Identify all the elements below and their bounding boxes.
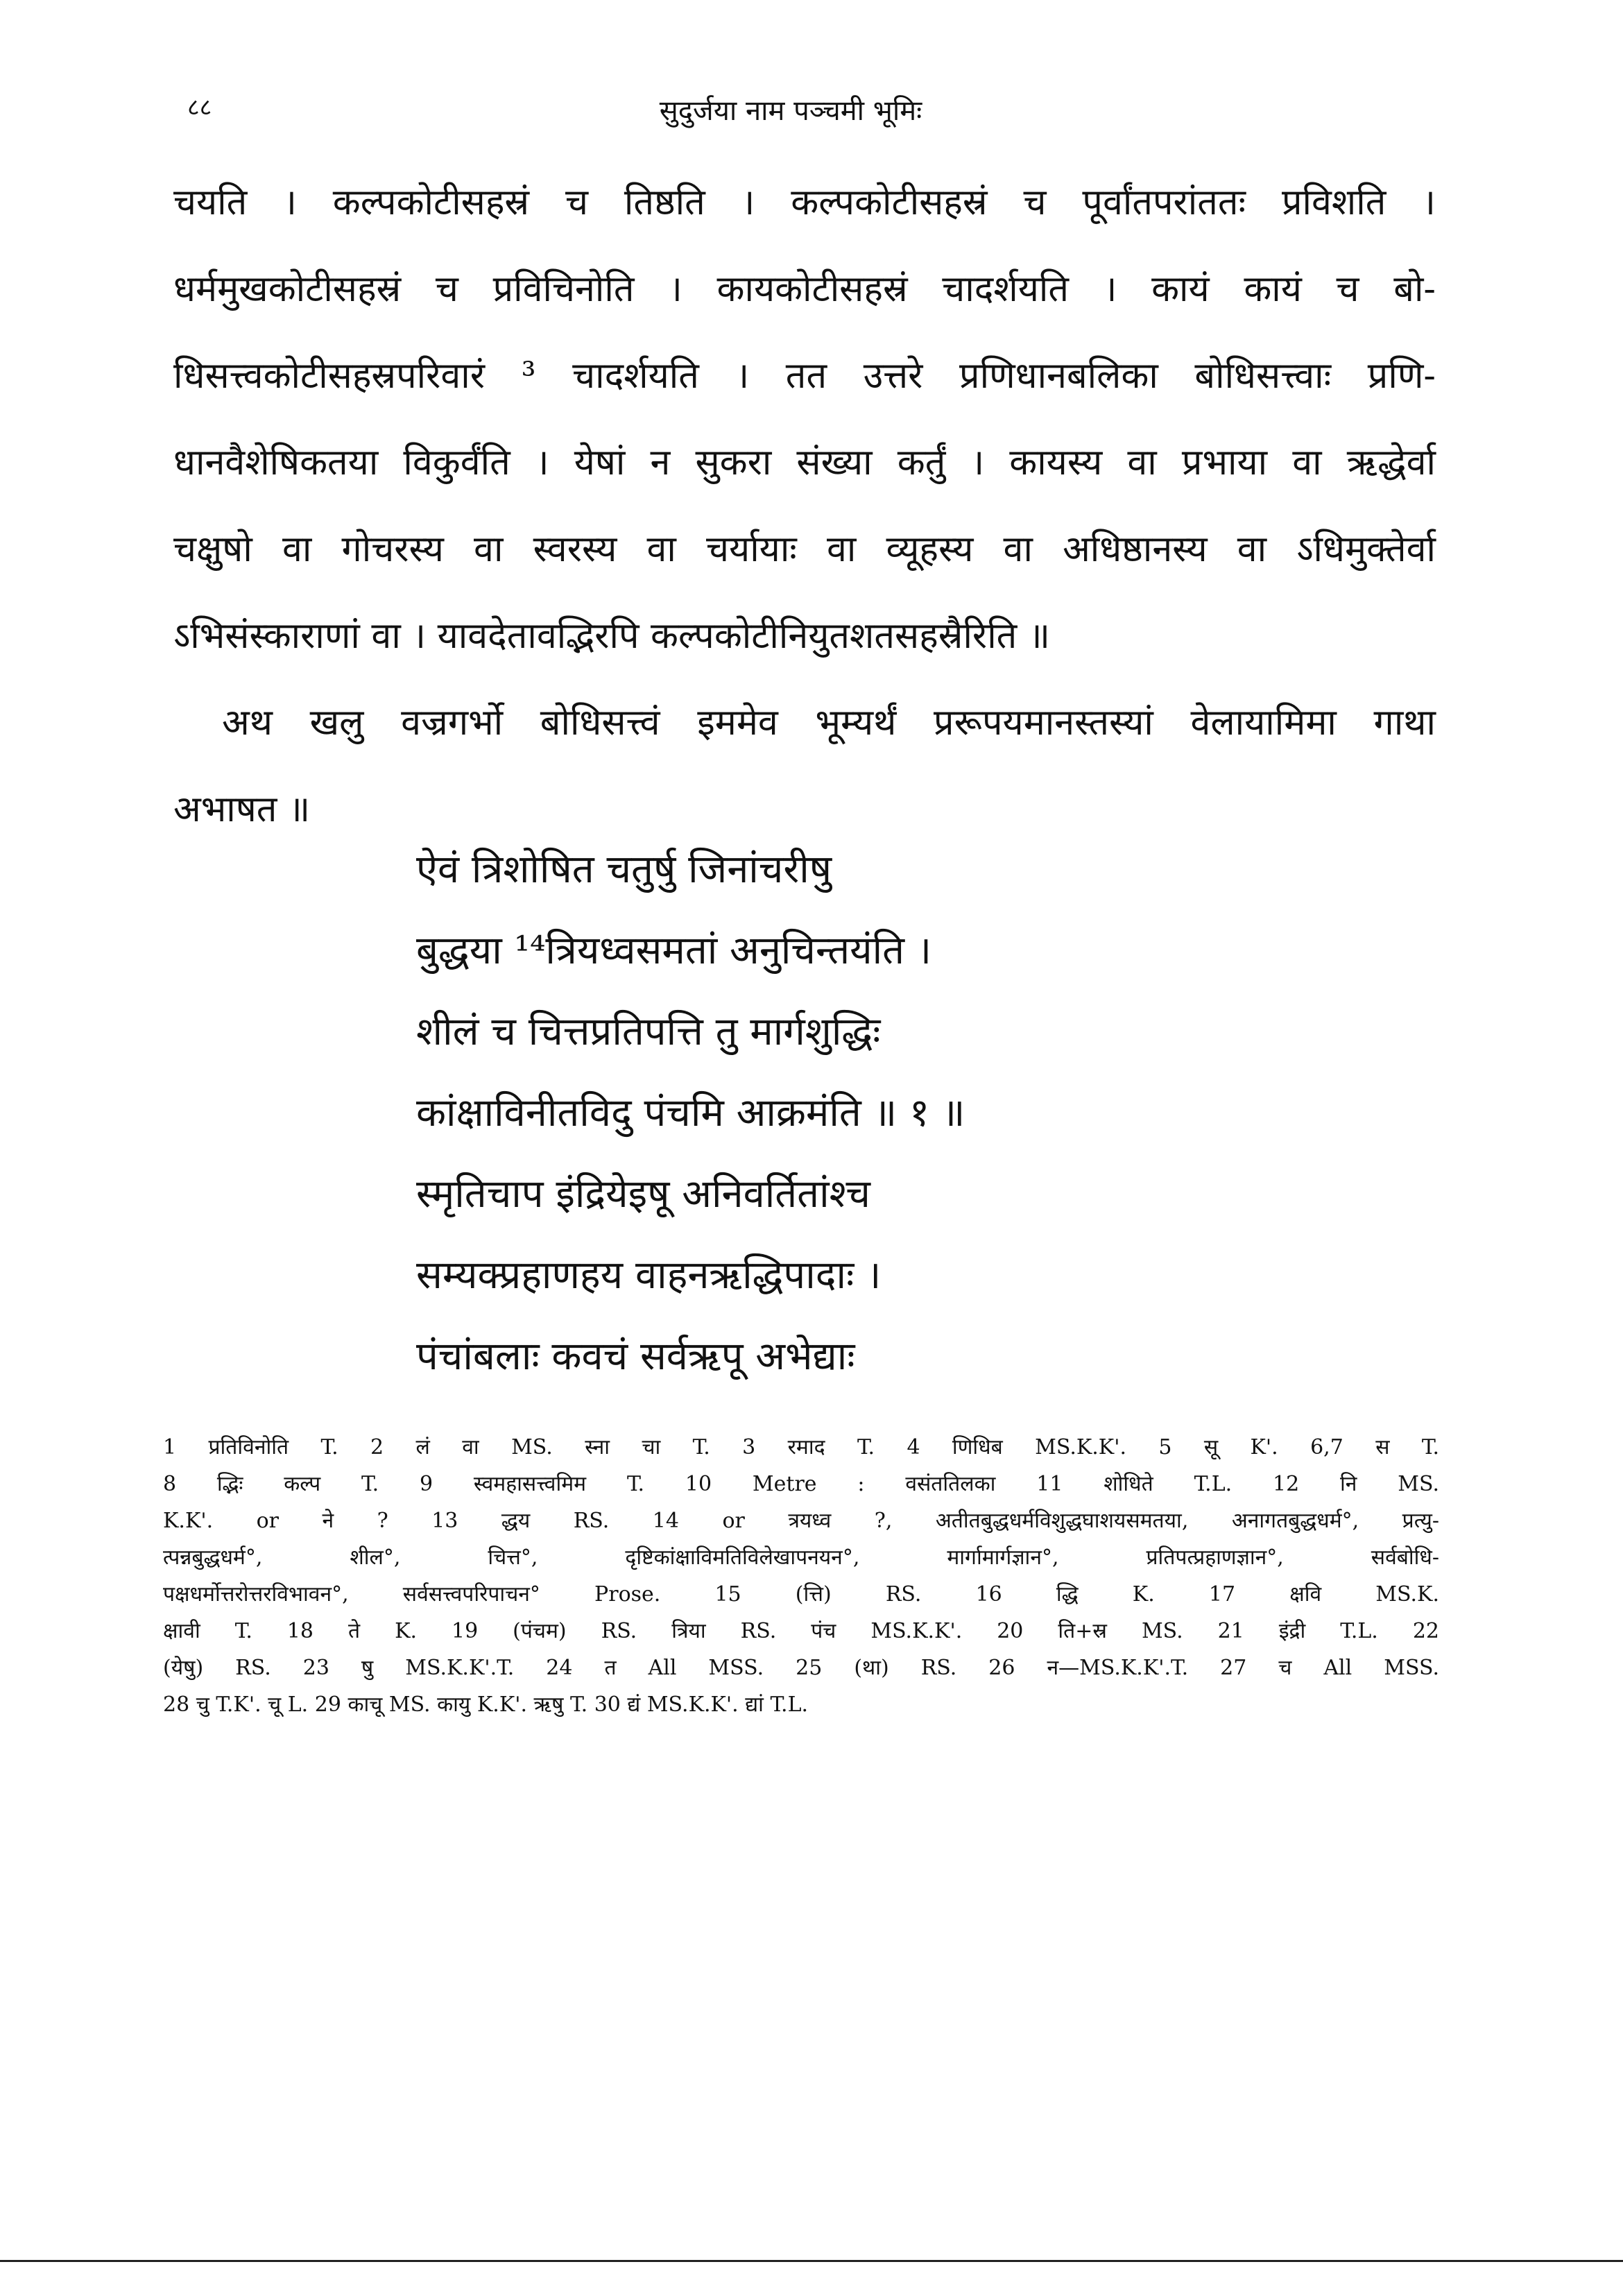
running-title: सुदुर्जया नाम पञ्चमी भूमिः [659, 95, 922, 127]
page-header [166, 90, 1415, 132]
verse-line: पंचांबलाः कवचं सर्वऋपू अभेद्याः [416, 1334, 855, 1379]
prose-line: धानवैशेषिकतया विकुर्वंति । येषां न सुकरा संख्या कर्तुं । कायस्य वा प्रभाया वा ऋद्धेर्वा [173, 442, 1436, 483]
prose-line: ऽभिसंस्काराणां वा । यावदेतावद्भिरपि कल्पकोटीनियुतशतसहस्रैरिति ॥ [173, 615, 1050, 657]
footnote-line: 8 द्भिः कल्प T. 9 स्वमहासत्त्वमिम T. 10 Metre : वसंततिलका 11 शोधिते T.L. 12 नि MS. [163, 1472, 1439, 1496]
prose-line: धिसत्त्वकोटीसहस्रपरिवारं ³ चादर्शयति । तत उत्तरे प्रणिधानबलिका बोधिसत्त्वाः प्रणि- [173, 355, 1436, 397]
footnote-line: 28 चु T.K'. चू L. 29 काचू MS. कायु K.K'. ऋषु T. 30 द्यं MS.K.K'. द्यां T.L. [163, 1693, 809, 1717]
footnote-line: K.K'. or ने ? 13 द्धय RS. 14 or त्रयध्व ?, अतीतबुद्धधर्मविशुद्धघाशयसमतया, अनागतबुद्धधर्म°, प्रत्यु- [163, 1509, 1439, 1533]
verse-line: शीलं च चित्तप्रतिपत्ति तु मार्गशुद्धिः [416, 1009, 881, 1054]
page-number: ८८ [187, 94, 212, 121]
footnote-line: (येषु) RS. 23 षु MS.K.K'.T. 24 त All MSS. 25 (था) RS. 26 न—MS.K.K'.T. 27 च All MSS. [163, 1656, 1439, 1680]
prose-block [173, 160, 1436, 853]
prose-line: अथ खलु वज्रगर्भो बोधिसत्त्वं इममेव भूम्यर्थं प्ररूपयमानस्तस्यां वेलायामिमा गाथा [222, 702, 1436, 744]
prose-line: धर्ममुखकोटीसहस्रं च प्रविचिनोति । कायकोटीसहस्रं चादर्शयति । कायं कायं च बो- [173, 268, 1436, 310]
prose-line: अभाषत ॥ [173, 789, 311, 830]
footnote-line: 1 प्रतिविनोति T. 2 लं वा MS. स्ना चा T. 3 रमाद T. 4 णिधिब MS.K.K'. 5 सू K'. 6,7 स T. [163, 1435, 1439, 1459]
verse-line: सम्यक्प्रहाणहय वाहनऋद्धिपादाः । [416, 1253, 882, 1298]
footnote-line: पक्षधर्मोत्तरोत्तरविभावन°, सर्वसत्त्वपरिपाचन° Prose. 15 (त्ति) RS. 16 द्धि K. 17 क्षवि MS.K. [163, 1582, 1439, 1607]
prose-line: चयति । कल्पकोटीसहस्रं च तिष्ठति । कल्पकोटीसहस्रं च पूर्वांतपरांततः प्रविशति । [173, 182, 1436, 223]
verse-line: स्मृतिचाप इंद्रियेइषू अनिवर्तितांश्च [416, 1172, 870, 1217]
footnote-line: त्पन्नबुद्धधर्म°, शील°, चित्त°, दृष्टिकांक्षाविमतिविलेखापनयन°, मार्गामार्गज्ञान°, प्रतिपत्प्रहाणज्ञान°, सर्वबोधि- [163, 1545, 1439, 1570]
bottom-rule [0, 2260, 1623, 2262]
prose-line: चक्षुषो वा गोचरस्य वा स्वरस्य वा चर्यायाः वा व्यूहस्य वा अधिष्ठानस्य वा ऽधिमुक्तेर्वा [173, 529, 1436, 570]
verse-block [416, 829, 1318, 1397]
verse-line: कांक्षाविनीतविदु पंचमि आक्रमंति ॥ १ ॥ [416, 1090, 965, 1136]
footnote-line: क्षावी T. 18 ते K. 19 (पंचम) RS. त्रिया RS. पंच MS.K.K'. 20 ति+स्र MS. 21 इंद्री T.L. 22 [163, 1619, 1439, 1643]
footnotes [163, 1429, 1439, 1723]
verse-line: ऐवं त्रिशोषित चतुर्षु जिनांचरीषु [416, 847, 832, 892]
verse-line: बुद्धया ¹⁴त्रियध्वसमतां अनुचिन्तयंति । [416, 928, 932, 973]
